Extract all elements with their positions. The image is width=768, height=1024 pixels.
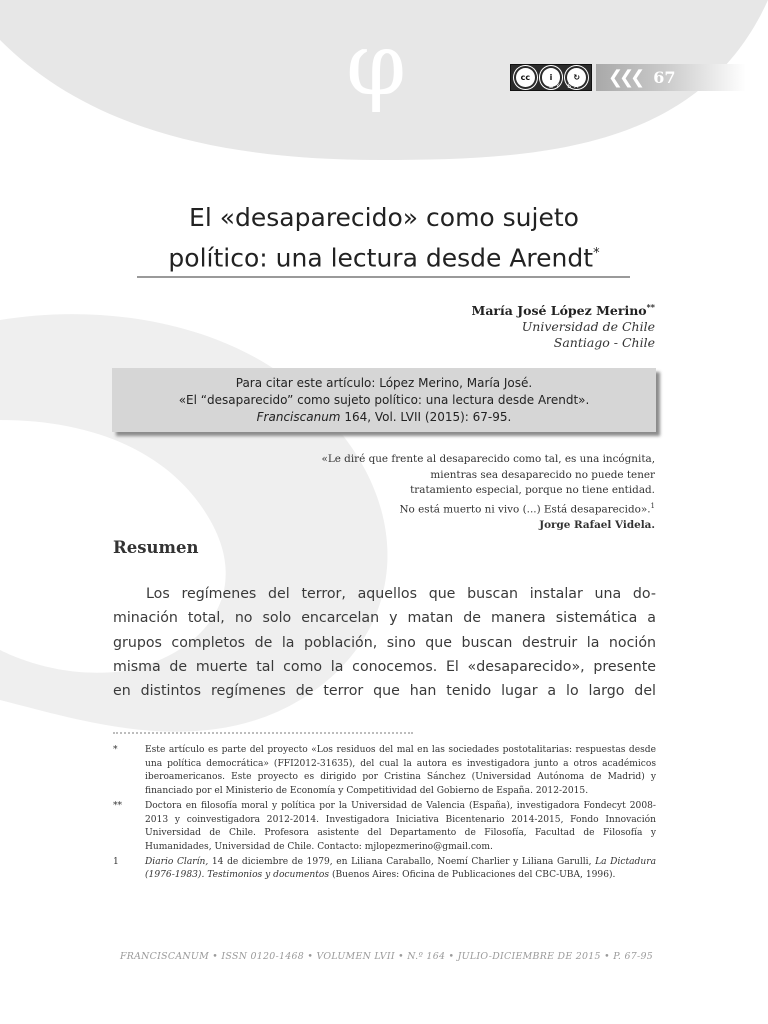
footnote-text: Este artículo es parte del proyecto «Los residuos del mal en las sociedades postotalitarias: respuestas desde una política democrática» (FFI2012-31635), del cual la autora es investigadora junto a otros académicos iberoamericanos. Este proyecto es dirigido por Cristina Sánchez (Universidad Autónoma de Madrid) y financiado por el Ministerio de Economía y Competitividad del Gobierno de España. 2012-2015. bbox=[145, 745, 656, 797]
footnote-separator bbox=[113, 732, 413, 734]
abstract-text bbox=[113, 582, 656, 703]
journal-name: Franciscanum bbox=[256, 410, 341, 424]
share-alike-icon: ↻ bbox=[565, 66, 588, 89]
epigraph bbox=[255, 452, 655, 533]
footnote-mark: * bbox=[113, 745, 118, 755]
title-line-2: político: una lectura desde Arendt bbox=[168, 243, 594, 273]
abstract-line: en distintos regímenes de terror que han tenido lugar a lo largo del bbox=[113, 683, 656, 700]
epigraph-author: Jorge Rafael Videla. bbox=[539, 518, 655, 531]
footnote-mark: ** bbox=[113, 800, 123, 811]
abstract-line: grupos completos de la población, sino que buscan destruir la noción bbox=[113, 634, 656, 651]
citation-line-2: «El “desaparecido” como sujeto político: una lectura desde Arendt». bbox=[178, 393, 590, 407]
footnote bbox=[113, 744, 656, 799]
epigraph-line: No está muerto ni vivo (...) Está desaparecido».$^1$ bbox=[399, 501, 655, 516]
epigraph-line: «Le diré que frente al desaparecido como tal, es una incógnita, bbox=[321, 453, 655, 465]
abstract-line: minación total, no solo encarcelan y matan de manera sistemática a bbox=[113, 610, 656, 627]
footnote bbox=[113, 856, 656, 883]
epigraph-footnote-mark[interactable]: 1 bbox=[650, 501, 655, 510]
cc-license-badge[interactable] bbox=[510, 64, 592, 91]
citation-box bbox=[112, 368, 656, 432]
author-affiliation: Universidad de Chile bbox=[521, 319, 655, 335]
article-title bbox=[100, 200, 668, 276]
creative-commons-icon: cc bbox=[514, 66, 537, 89]
double-chevron-left-icon: ❮❮❮ bbox=[608, 67, 642, 88]
author-footnote-mark[interactable]: ** bbox=[646, 302, 655, 312]
citation-line-3: Franciscanum 164, Vol. LVII (2015): 67-95. bbox=[256, 410, 512, 424]
abstract-line: misma de muerte tal como la conocemos. El «desaparecido», presente bbox=[113, 658, 656, 675]
title-footnote-mark[interactable]: * bbox=[593, 246, 600, 261]
citation-line-1: Para citar este artículo: López Merino, María José. bbox=[235, 376, 533, 390]
footnote-text: Diario Clarín, 14 de diciembre de 1979, en Liliana Caraballo, Noemí Charlier y Liliana Garulli, La Dictadura (1976-1983). Testimonios y documentos (Buenos Aires: Oficina de Publicaciones del CBC-UBA, 1996). bbox=[145, 856, 656, 881]
title-line-1: El «desaparecido» como sujeto bbox=[189, 203, 579, 232]
epigraph-line: tratamiento especial, porque no tiene entidad. bbox=[410, 484, 655, 497]
page-number-tab bbox=[596, 64, 746, 91]
page-number: 67 bbox=[653, 68, 676, 87]
author-location: Santiago - Chile bbox=[553, 335, 655, 351]
attribution-icon: i bbox=[540, 66, 563, 89]
abstract-heading: Resumen bbox=[113, 538, 199, 557]
author-name: María José López Merino** bbox=[471, 302, 655, 319]
license-terms: BY SA bbox=[549, 83, 582, 90]
title-underline bbox=[137, 276, 630, 278]
epigraph-line: mientras sea desaparecido no puede tener bbox=[430, 468, 655, 481]
footnote-mark: 1 bbox=[113, 856, 119, 867]
footnotes bbox=[113, 744, 656, 884]
author-block bbox=[471, 299, 655, 351]
footnote bbox=[113, 800, 656, 855]
phi-logo: φ bbox=[346, 15, 407, 115]
journal-footer: FRANCISCANUM • ISSN 0120-1468 • VOLUMEN LVII • N.º 164 • JULIO-DICIEMBRE DE 2015 • P. 67-95 bbox=[119, 951, 653, 962]
abstract-line: Los regímenes del terror, aquellos que buscan instalar una do- bbox=[146, 586, 656, 602]
footnote-text: Doctora en filosofía moral y política por la Universidad de Valencia (España), investigadora Fondecyt 2008-2013 y coinvestigadora 2012-2014. Investigadora Iniciativa Bicentenario 2014-2015, Fondo Innovación Universidad de Chile. Profesora asistente del Departamento de Filosofía, Facultad de Filosofía y Humanidades, Universidad de Chile. Contacto: mjlopezmerino@gmail.com. bbox=[145, 800, 656, 852]
